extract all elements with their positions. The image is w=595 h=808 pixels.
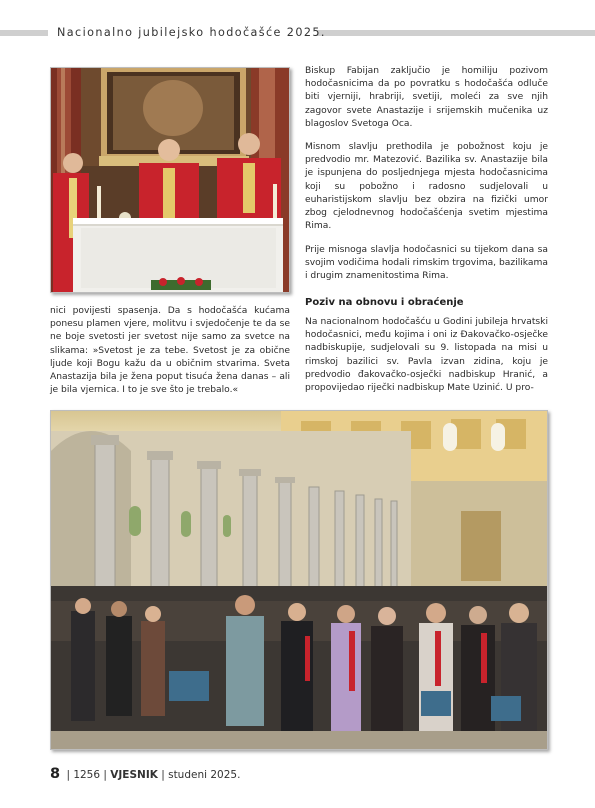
footer-date: | studeni 2025. <box>161 769 241 781</box>
footer-issue: | 1256 | <box>66 769 107 781</box>
paragraph-homily-conclusion: Biskup Fabijan zaključio je homiliju pozivom hodočasnicima da po povratku s hodočašća odluče biti vjerniji, hrabriji, svetiji, moleći za sve njih zagovor svete Anastazije i srijemskih mučenika uz blagoslov Svetoga Oca. <box>305 66 548 129</box>
running-header-title: Nacionalno jubilejsko hodočašće 2025. <box>57 26 326 39</box>
page-footer <box>50 766 240 782</box>
paragraph-devotion: Misnom slavlju prethodila je pobožnost koju je predvodio mr. Matezović. Bazilika sv. Anastazije bila je ispunjena do posljednjega mjesta hodočasnicima koji su pobožno i radosno sudjelovali u euharistijskom slavlju bez obzira na fizički umor zbog cjelodnevnog hodočašćenja svetim mjestima Rima. <box>305 142 548 232</box>
paragraph-holiness-quote: nici povijesti spasenja. Da s hodočašća kućama ponesu plamen vjere, molitvu i svjedočenje te da se ne boje svetosti jer svetost nije samo za svetce na slikama: »Svetost je za tebe. Svetost je za obične ljude koji Bogu kažu da u običnim stvarima. Sveta Anastazija bila je žena poput tisuća žena danas – ali je bila vjernica. I to je sve što je trebalo.« <box>50 306 290 396</box>
photo-basilica-crowd-illustration <box>51 411 547 749</box>
footer-magazine: VJESNIK <box>110 769 158 781</box>
page-number: 8 <box>50 766 61 782</box>
photo-mass-altar <box>50 67 290 293</box>
subheading: Poziv na obnovu i obraćenje <box>305 297 464 308</box>
photo-basilica-crowd <box>50 410 548 750</box>
header-bar-right <box>317 30 595 36</box>
paragraph-national-pilgrimage: Na nacionalnom hodočašću u Godini jubileja hrvatski hodočasnici, među kojima i oni iz Đakovačko-osječke nadbiskupije, sudjelovali su 9. listopada na misi u rimskoj bazilici sv. Pavla izvan zidina, koju je predvodio đakovačko-osječki nadbiskup Hranić, a propovijedao riječki nadbiskup Mate Uzinić. U pro- <box>305 317 548 394</box>
paragraph-rome-sights: Prije misnoga slavlja hodočasnici su tijekom dana sa svojim vodičima hodali rimskim trgovima, bazilikama i drugim znamenitostima Rima. <box>305 245 548 282</box>
header-bar-left <box>0 30 48 36</box>
photo-mass-altar-illustration <box>51 68 289 292</box>
